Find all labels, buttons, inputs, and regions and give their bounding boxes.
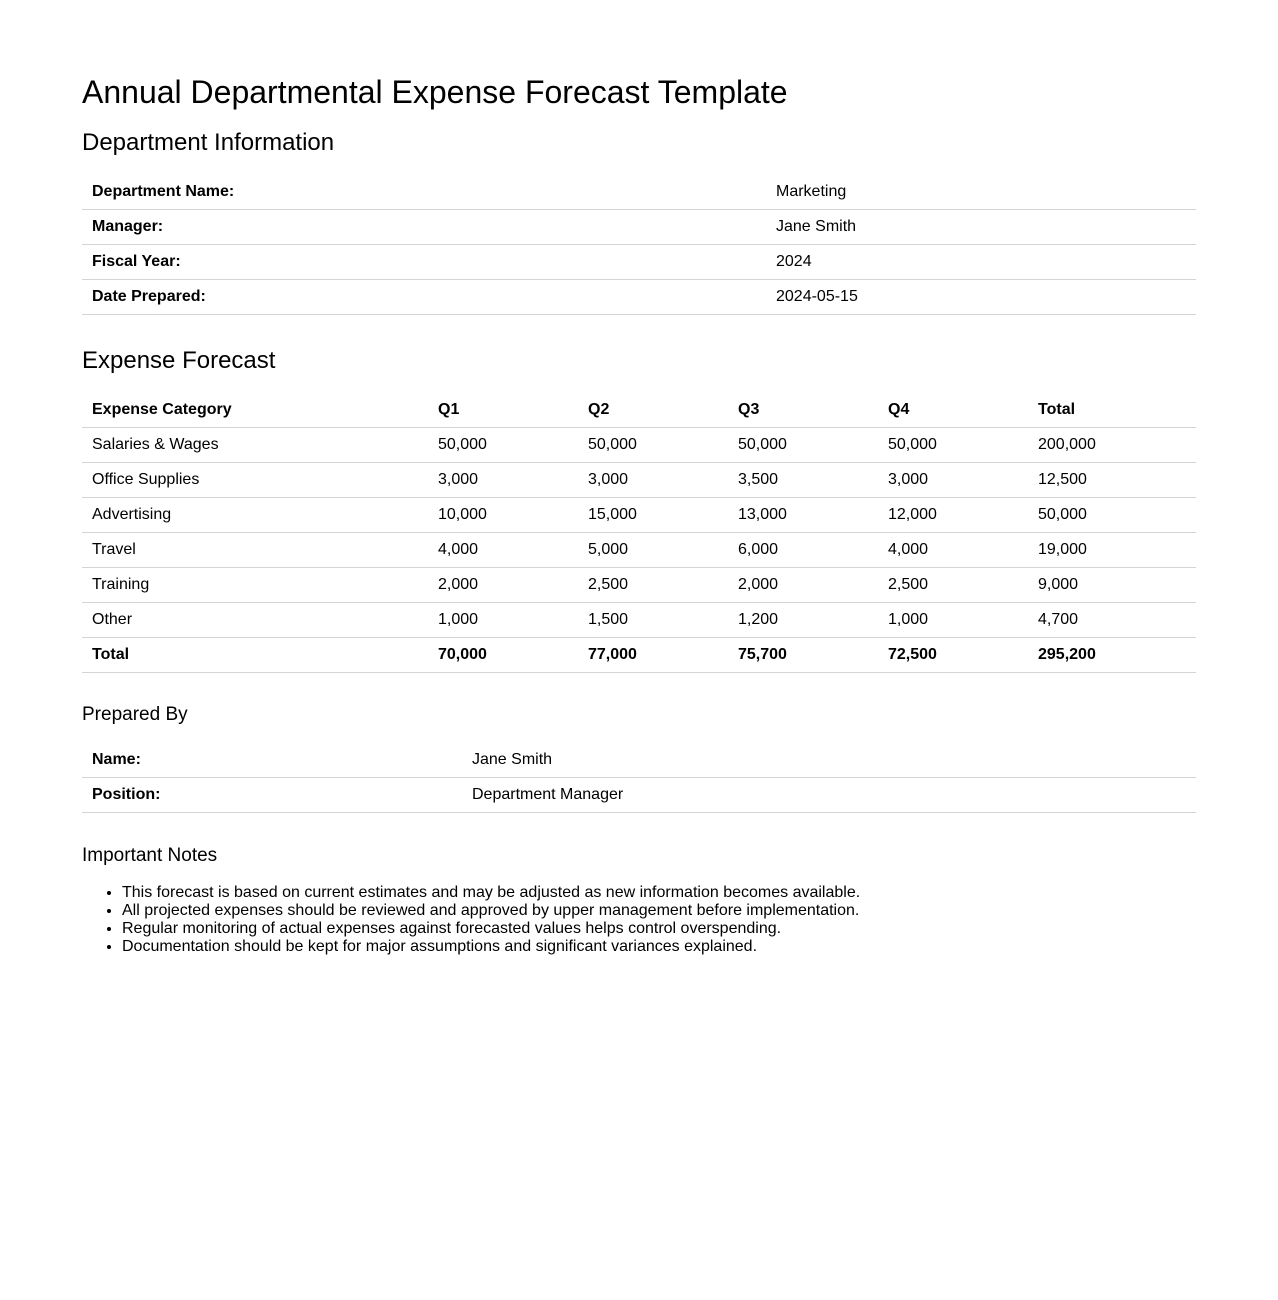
table-cell: 4,000 [428, 533, 578, 568]
important-notes-heading: Important Notes [82, 845, 218, 866]
table-cell: Other [82, 603, 428, 638]
fiscal-year-label: Fiscal Year: [82, 245, 766, 280]
table-cell: 50,000 [878, 428, 1028, 463]
table-cell: 3,500 [728, 463, 878, 498]
table-cell: Advertising [82, 498, 428, 533]
column-header: Q1 [428, 393, 578, 428]
table-row [82, 778, 1196, 813]
table-row [82, 568, 1196, 603]
table-cell: 50,000 [428, 428, 578, 463]
table-cell: 2,000 [728, 568, 878, 603]
table-cell: 6,000 [728, 533, 878, 568]
page-title: Annual Departmental Expense Forecast Template [82, 74, 788, 110]
table-cell: 12,500 [1028, 463, 1196, 498]
column-header: Q3 [728, 393, 878, 428]
department-name-label: Department Name: [82, 175, 766, 210]
preparer-name-value: Jane Smith [462, 743, 1196, 778]
table-cell: 1,500 [578, 603, 728, 638]
department-name-value: Marketing [766, 175, 1196, 210]
table-cell: Travel [82, 533, 428, 568]
table-cell: 2,500 [578, 568, 728, 603]
table-cell: Total [82, 638, 428, 673]
table-cell: 50,000 [728, 428, 878, 463]
table-cell: 3,000 [578, 463, 728, 498]
table-header-row [82, 393, 1196, 428]
prepared-by-table [82, 743, 1196, 813]
notes-list [82, 884, 1196, 956]
date-prepared-value: 2024-05-15 [766, 280, 1196, 315]
fiscal-year-value: 2024 [766, 245, 1196, 280]
department-info-table [82, 175, 1196, 315]
table-cell: 295,200 [1028, 638, 1196, 673]
table-row [82, 428, 1196, 463]
table-row [82, 603, 1196, 638]
table-row [82, 175, 1196, 210]
list-item: • Regular monitoring of actual expenses against forecasted values helps control overspending. [122, 920, 1196, 938]
table-cell: 12,000 [878, 498, 1028, 533]
expense-forecast-heading: Expense Forecast [82, 347, 276, 374]
table-row [82, 463, 1196, 498]
table-row [82, 743, 1196, 778]
table-cell: 5,000 [578, 533, 728, 568]
table-cell: 15,000 [578, 498, 728, 533]
expense-forecast-table [82, 393, 1196, 673]
preparer-position-value: Department Manager [462, 778, 1196, 813]
table-cell: 72,500 [878, 638, 1028, 673]
table-cell: 1,000 [878, 603, 1028, 638]
prepared-by-heading: Prepared By [82, 704, 188, 725]
table-cell: 50,000 [578, 428, 728, 463]
manager-value: Jane Smith [766, 210, 1196, 245]
table-row [82, 498, 1196, 533]
document-page [82, 0, 1196, 956]
preparer-name-label: Name: [82, 743, 462, 778]
list-item: • This forecast is based on current estimates and may be adjusted as new information becomes available. [122, 884, 1196, 902]
table-cell: 200,000 [1028, 428, 1196, 463]
table-cell: 19,000 [1028, 533, 1196, 568]
table-cell: 77,000 [578, 638, 728, 673]
table-cell: 75,700 [728, 638, 878, 673]
table-cell: 9,000 [1028, 568, 1196, 603]
table-cell: 4,700 [1028, 603, 1196, 638]
table-cell: 3,000 [878, 463, 1028, 498]
table-row [82, 280, 1196, 315]
table-cell: 2,500 [878, 568, 1028, 603]
table-cell: 10,000 [428, 498, 578, 533]
table-cell: 1,200 [728, 603, 878, 638]
date-prepared-label: Date Prepared: [82, 280, 766, 315]
table-row [82, 210, 1196, 245]
table-row [82, 245, 1196, 280]
table-cell: Office Supplies [82, 463, 428, 498]
table-cell: 2,000 [428, 568, 578, 603]
table-cell: 13,000 [728, 498, 878, 533]
table-cell: 1,000 [428, 603, 578, 638]
column-header: Expense Category [82, 393, 428, 428]
table-cell: 3,000 [428, 463, 578, 498]
department-info-heading: Department Information [82, 129, 335, 156]
table-cell: 50,000 [1028, 498, 1196, 533]
manager-label: Manager: [82, 210, 766, 245]
table-row [82, 533, 1196, 568]
table-cell: Training [82, 568, 428, 603]
column-header: Q4 [878, 393, 1028, 428]
preparer-position-label: Position: [82, 778, 462, 813]
table-cell: 70,000 [428, 638, 578, 673]
total-row [82, 638, 1196, 673]
column-header: Total [1028, 393, 1196, 428]
list-item: • All projected expenses should be reviewed and approved by upper management before implementation. [122, 902, 1196, 920]
list-item: • Documentation should be kept for major assumptions and significant variances explained. [122, 938, 1196, 956]
table-cell: Salaries & Wages [82, 428, 428, 463]
table-cell: 4,000 [878, 533, 1028, 568]
column-header: Q2 [578, 393, 728, 428]
